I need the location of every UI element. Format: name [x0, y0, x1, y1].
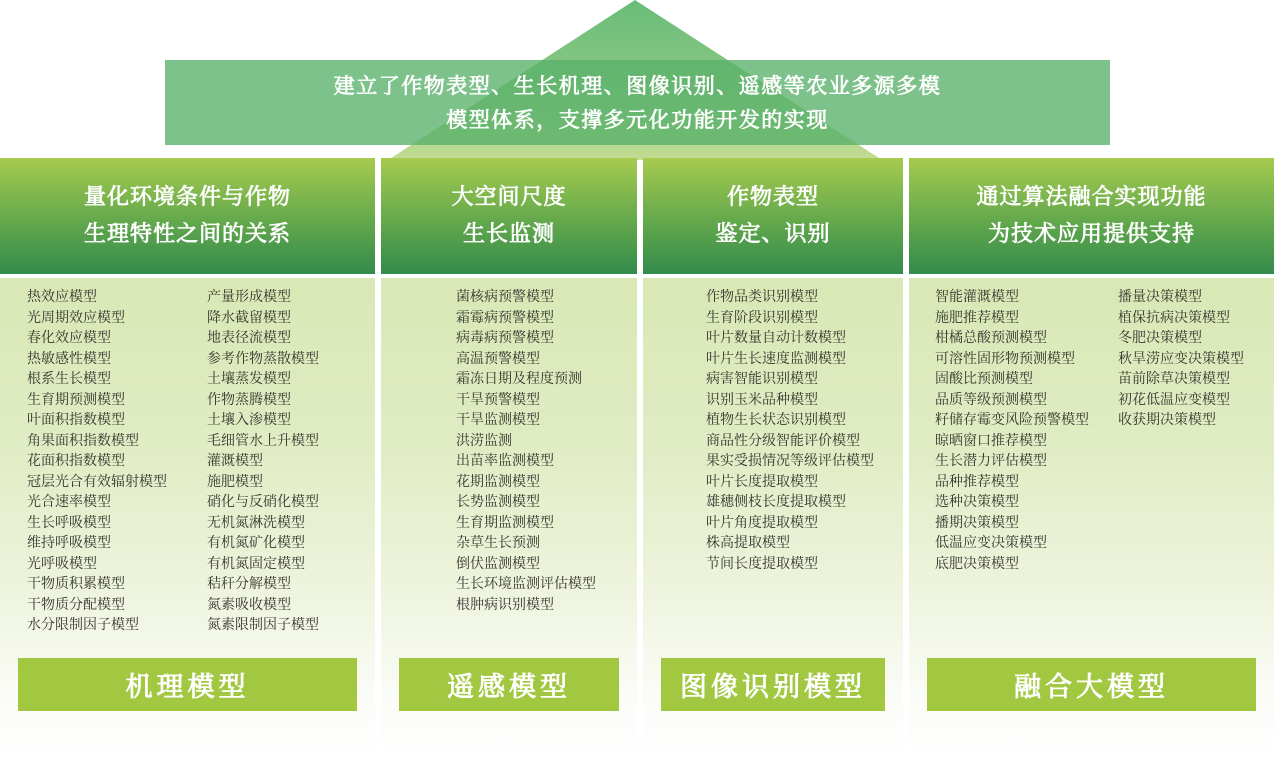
model-item: 生育期预测模型 [27, 391, 125, 408]
column-header-line-2: 生长监测 [462, 222, 555, 247]
model-item: 叶片数量自动计数模型 [706, 330, 846, 346]
model-item: 生长环境监测评估模型 [456, 576, 596, 592]
model-item: 籽储存霉变风险预警模型 [935, 412, 1089, 428]
model-item: 有机氮固定模型 [207, 555, 305, 572]
model-item: 播期决策模型 [935, 514, 1019, 531]
model-item: 识别玉米品种模型 [706, 391, 818, 408]
model-item: 可溶性固形物预测模型 [935, 350, 1075, 367]
model-item: 长势监测模型 [456, 494, 540, 510]
model-item: 根系生长模型 [27, 371, 111, 387]
model-item: 智能灌溉模型 [935, 289, 1019, 305]
model-item: 固酸比预测模型 [935, 371, 1033, 387]
model-item: 热效应模型 [27, 289, 97, 305]
model-item: 秸秆分解模型 [207, 576, 291, 592]
model-item: 冬肥决策模型 [1118, 330, 1202, 346]
model-item: 植物生长状态识别模型 [706, 412, 846, 428]
model-item: 出苗率监测模型 [456, 453, 554, 469]
top-banner [165, 60, 1110, 145]
model-lists [0, 278, 375, 658]
column-header-line-2: 为技术应用提供支持 [987, 222, 1195, 247]
model-item: 热敏感性模型 [27, 350, 111, 367]
model-item: 底肥决策模型 [935, 555, 1019, 572]
column-header [381, 158, 637, 274]
model-item: 叶片生长速度监测模型 [706, 350, 846, 367]
model-item: 干旱监测模型 [456, 412, 540, 428]
column-body [643, 278, 903, 757]
model-item: 水分限制因子模型 [27, 617, 139, 633]
column-remote-sensing-models [381, 158, 637, 757]
model-item: 杂草生长预测 [456, 535, 540, 551]
model-list [706, 287, 903, 574]
model-item: 晾晒窗口推荐模型 [935, 432, 1047, 449]
model-item: 作物蒸腾模型 [207, 391, 291, 408]
model-item: 病害智能识别模型 [706, 371, 818, 387]
model-item: 施肥模型 [207, 473, 263, 490]
model-item: 低温应变决策模型 [935, 535, 1047, 551]
model-item: 叶面积指数模型 [27, 412, 125, 428]
model-item: 毛细管水上升模型 [207, 432, 319, 449]
model-item: 生育期监测模型 [456, 514, 554, 531]
model-item: 倒伏监测模型 [456, 555, 540, 572]
model-item: 柑橘总酸预测模型 [935, 330, 1047, 346]
model-item: 角果面积指数模型 [27, 432, 139, 449]
model-item: 高温预警模型 [456, 350, 540, 367]
column-fusion-large-models [909, 158, 1274, 757]
model-lists [381, 278, 637, 658]
model-item: 品质等级预测模型 [935, 391, 1047, 408]
column-header-line-1: 大空间尺度 [451, 185, 567, 210]
model-item: 播量决策模型 [1118, 289, 1202, 305]
model-item: 土壤入渗模型 [207, 412, 291, 428]
column-header [909, 158, 1274, 274]
model-item: 节间长度提取模型 [706, 555, 818, 572]
model-item: 根肿病识别模型 [456, 596, 554, 613]
model-item: 氮素吸收模型 [207, 596, 291, 613]
column-image-recognition-models [643, 158, 903, 757]
model-item: 有机氮矿化模型 [207, 535, 305, 551]
model-item: 洪涝监测 [456, 432, 512, 449]
model-item: 花期监测模型 [456, 473, 540, 490]
model-item: 株高提取模型 [706, 535, 790, 551]
model-item: 商品性分级智能评价模型 [706, 432, 860, 449]
column-header [0, 158, 375, 274]
columns-container [0, 158, 1274, 757]
model-item: 霜霉病预警模型 [456, 309, 554, 326]
model-item: 植保抗病决策模型 [1118, 309, 1230, 326]
model-item: 叶片角度提取模型 [706, 514, 818, 531]
model-item: 光合速率模型 [27, 494, 111, 510]
model-lists [909, 278, 1274, 658]
model-item: 灌溉模型 [207, 453, 263, 469]
model-item: 病毒病预警模型 [456, 330, 554, 346]
model-item: 果实受损情况等级评估模型 [706, 453, 874, 469]
model-item: 苗前除草决策模型 [1118, 371, 1230, 387]
model-item: 无机氮淋洗模型 [207, 514, 305, 531]
column-header-line-1: 量化环境条件与作物 [83, 185, 291, 210]
model-item: 花面积指数模型 [27, 453, 125, 469]
column-body [381, 278, 637, 757]
model-item: 氮素限制因子模型 [207, 617, 319, 633]
model-item: 作物品类识别模型 [706, 289, 818, 305]
model-list [207, 287, 375, 658]
column-footer-label: 图像识别模型 [661, 658, 885, 711]
column-header-line-1: 通过算法融合实现功能 [976, 185, 1207, 210]
model-item: 春化效应模型 [27, 330, 111, 346]
model-item: 参考作物蒸散模型 [207, 350, 319, 367]
model-list [27, 287, 207, 658]
model-item: 叶片长度提取模型 [706, 473, 818, 490]
column-footer-label: 融合大模型 [927, 658, 1256, 711]
model-item: 选种决策模型 [935, 494, 1019, 510]
model-item: 生长呼吸模型 [27, 514, 111, 531]
model-lists [643, 278, 903, 658]
model-item: 光周期效应模型 [27, 309, 125, 326]
model-item: 干物质积累模型 [27, 576, 125, 592]
model-list [935, 287, 1118, 658]
banner-line-2: 模型体系，支撑多元化功能开发的实现 [446, 107, 829, 132]
column-header-line-1: 作物表型 [726, 185, 819, 210]
model-item: 雄穗侧枝长度提取模型 [706, 494, 846, 510]
column-footer-label: 机理模型 [18, 658, 357, 711]
model-item: 冠层光合有效辐射模型 [27, 473, 167, 490]
model-item: 维持呼吸模型 [27, 535, 111, 551]
column-body [909, 278, 1274, 757]
model-item: 生育阶段识别模型 [706, 309, 818, 326]
model-item: 生长潜力评估模型 [935, 453, 1047, 469]
column-header [643, 158, 903, 274]
model-item: 收获期决策模型 [1118, 412, 1216, 428]
model-item: 霜冻日期及程度预测 [456, 371, 582, 387]
model-item: 干物质分配模型 [27, 596, 125, 613]
model-item: 地表径流模型 [207, 330, 291, 346]
model-list [1118, 287, 1274, 658]
column-mechanism-models [0, 158, 375, 757]
model-item: 产量形成模型 [207, 289, 291, 305]
model-item: 初花低温应变模型 [1118, 391, 1230, 408]
model-item: 降水截留模型 [207, 309, 291, 326]
model-item: 干旱预警模型 [456, 391, 540, 408]
column-body [0, 278, 375, 757]
model-item: 秋旱涝应变决策模型 [1118, 350, 1244, 367]
model-item: 施肥推荐模型 [935, 309, 1019, 326]
model-item: 硝化与反硝化模型 [207, 494, 319, 510]
column-footer-label: 遥感模型 [399, 658, 619, 711]
model-item: 菌核病预警模型 [456, 289, 554, 305]
model-item: 土壤蒸发模型 [207, 371, 291, 387]
column-header-line-2: 鉴定、识别 [715, 222, 831, 247]
column-header-line-2: 生理特性之间的关系 [83, 222, 291, 247]
model-item: 品种推荐模型 [935, 473, 1019, 490]
model-item: 光呼吸模型 [27, 555, 97, 572]
banner-line-1: 建立了作物表型、生长机理、图像识别、遥感等农业多源多模 [333, 73, 942, 98]
model-list [456, 287, 637, 615]
